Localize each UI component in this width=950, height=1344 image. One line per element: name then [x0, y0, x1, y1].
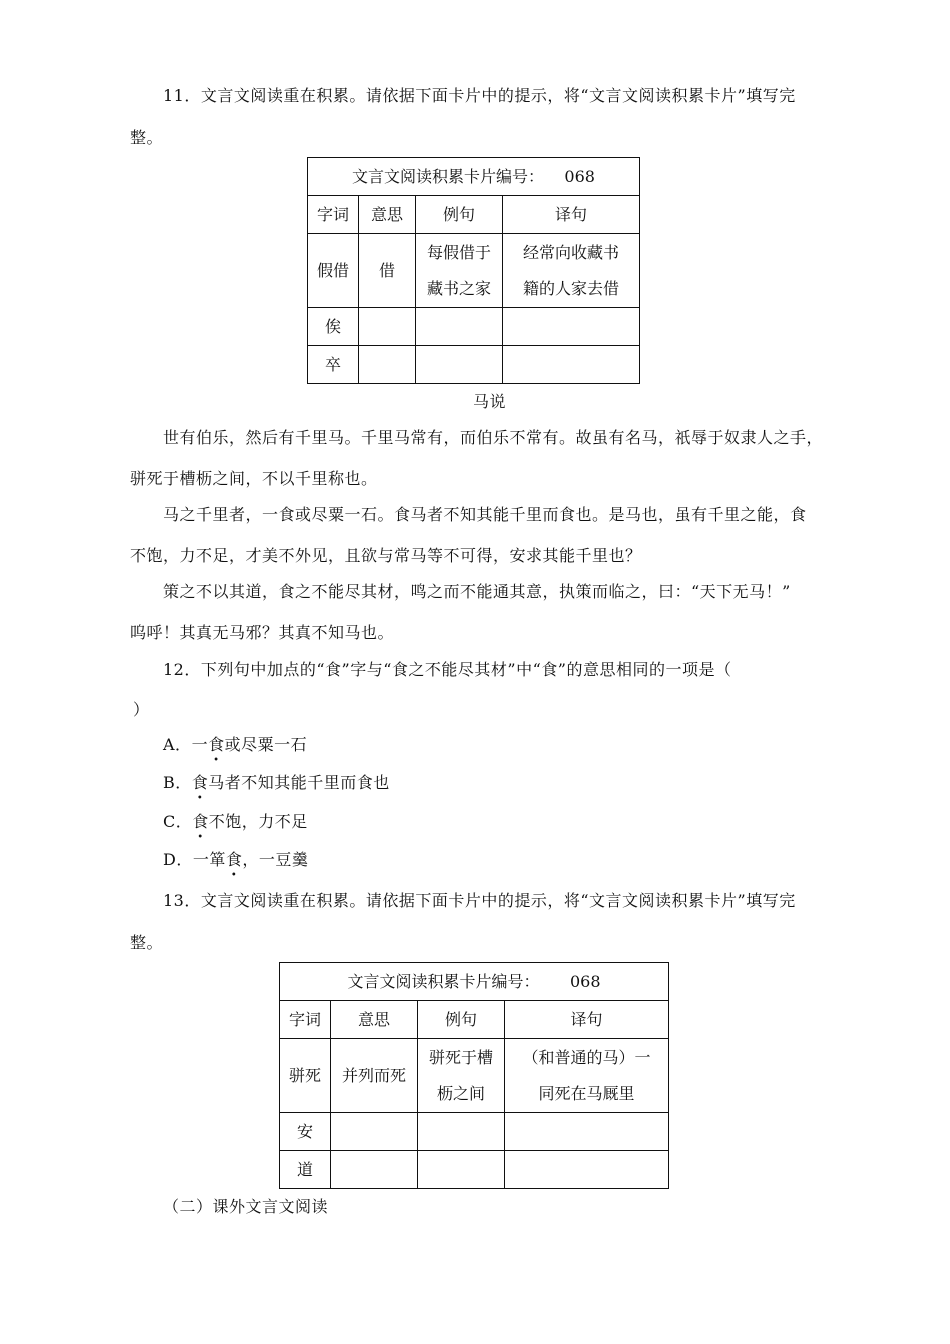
blank-cell[interactable] — [503, 308, 640, 346]
q13-text-line2: 整。 — [130, 933, 164, 952]
translation-line: 同死在马厩里 — [538, 1083, 635, 1103]
q13-text-line1: 13．文言文阅读重在积累。请依据下面卡片中的提示，将“文言文阅读积累卡片”填写完 — [163, 891, 796, 910]
dotted-char: 食 — [208, 735, 225, 754]
option-text: 一箪 — [192, 850, 226, 869]
option-label: C． — [163, 812, 193, 831]
card-title-row — [280, 963, 669, 1001]
accumulation-card-1 — [307, 157, 640, 384]
cell-example — [418, 1039, 505, 1113]
header-translation: 译句 — [503, 196, 640, 234]
blank-cell[interactable] — [503, 346, 640, 384]
passage-p2-line1: 马之千里者，一食或尽粟一石。食马者不知其能千里而食也。是马也，虽有千里之能，食 — [163, 505, 807, 524]
cell-translation — [503, 234, 640, 308]
blank-cell[interactable] — [505, 1113, 669, 1151]
option-label: A． — [163, 735, 192, 754]
card-title: 文言文阅读积累卡片编号： — [347, 971, 540, 991]
example-line: 枥之间 — [436, 1083, 485, 1103]
blank-cell[interactable] — [416, 308, 503, 346]
blank-cell[interactable] — [331, 1113, 418, 1151]
option-b[interactable] — [163, 770, 390, 793]
option-text: 马者不知其能千里而食也 — [208, 773, 390, 792]
cell-example — [416, 234, 503, 308]
option-a[interactable] — [163, 732, 307, 755]
blank-cell[interactable] — [331, 1151, 418, 1189]
blank-cell[interactable] — [505, 1151, 669, 1189]
header-example: 例句 — [416, 196, 503, 234]
cell-word: 骈死 — [280, 1039, 331, 1113]
cell-word: 安 — [280, 1113, 331, 1151]
option-text: 或尽粟一石 — [224, 735, 308, 754]
translation-line: 籍的人家去借 — [522, 278, 619, 298]
translation-line: （和普通的马）一 — [522, 1047, 651, 1067]
blank-cell[interactable] — [418, 1113, 505, 1151]
card-title: 文言文阅读积累卡片编号： — [352, 166, 545, 186]
passage-title: 马说 — [473, 392, 507, 411]
cell-meaning: 并列而死 — [331, 1039, 418, 1113]
translation-line: 经常向收藏书 — [522, 242, 619, 262]
cell-word: 俟 — [308, 308, 359, 346]
blank-cell[interactable] — [359, 346, 416, 384]
dotted-char: 食 — [192, 812, 209, 831]
card-title-row — [308, 158, 640, 196]
option-text: ，一豆羹 — [242, 850, 309, 869]
blank-cell[interactable] — [359, 308, 416, 346]
header-translation: 译句 — [505, 1001, 669, 1039]
option-text: 一 — [191, 735, 209, 754]
q11-text-line1: 11．文言文阅读重在积累。请依据下面卡片中的提示，将“文言文阅读积累卡片”填写完 — [163, 86, 796, 105]
blank-cell[interactable] — [416, 346, 503, 384]
passage-p3-line1: 策之不以其道，食之不能尽其材，鸣之而不能通其意，执策而临之，曰：“天下无马！” — [163, 582, 791, 601]
dotted-char: 食 — [225, 850, 243, 869]
example-line: 藏书之家 — [426, 278, 491, 298]
cell-meaning: 借 — [359, 234, 416, 308]
passage-p1-line2: 骈死于槽枥之间，不以千里称也。 — [130, 469, 378, 488]
cell-word: 假借 — [308, 234, 359, 308]
q11-text-line2: 整。 — [130, 128, 164, 147]
passage-p1-line1: 世有伯乐，然后有千里马。千里马常有，而伯乐不常有。故虽有名马，祇辱于奴隶人之手， — [163, 428, 824, 447]
card-number: 068 — [564, 166, 595, 186]
example-line: 骈死于槽 — [428, 1047, 493, 1067]
card-number: 068 — [569, 971, 601, 991]
header-meaning: 意思 — [359, 196, 416, 234]
accumulation-card-2 — [279, 962, 669, 1189]
passage-p3-line2: 呜呼！其真无马邪？其真不知马也。 — [130, 623, 395, 642]
example-line: 每假借于 — [426, 242, 491, 262]
option-text: 不饱，力不足 — [208, 812, 308, 831]
cell-translation — [505, 1039, 669, 1113]
header-word: 字词 — [280, 1001, 331, 1039]
q12-text-line2: ） — [133, 700, 150, 719]
section-title: （二）课外文言文阅读 — [163, 1197, 329, 1216]
option-label: D． — [163, 850, 193, 869]
cell-word: 卒 — [308, 346, 359, 384]
blank-cell[interactable] — [418, 1151, 505, 1189]
passage-p2-line2: 不饱，力不足，才美不外见，且欲与常马等不可得，安求其能千里也？ — [130, 546, 642, 565]
option-d[interactable] — [163, 847, 308, 870]
cell-word: 道 — [280, 1151, 331, 1189]
option-c[interactable] — [163, 809, 308, 832]
header-meaning: 意思 — [331, 1001, 418, 1039]
header-word: 字词 — [308, 196, 359, 234]
q12-text-line1: 12．下列句中加点的“食”字与“食之不能尽其材”中“食”的意思相同的一项是（ — [163, 660, 732, 679]
option-label: B． — [163, 773, 192, 792]
header-example: 例句 — [418, 1001, 505, 1039]
dotted-char: 食 — [191, 773, 209, 792]
